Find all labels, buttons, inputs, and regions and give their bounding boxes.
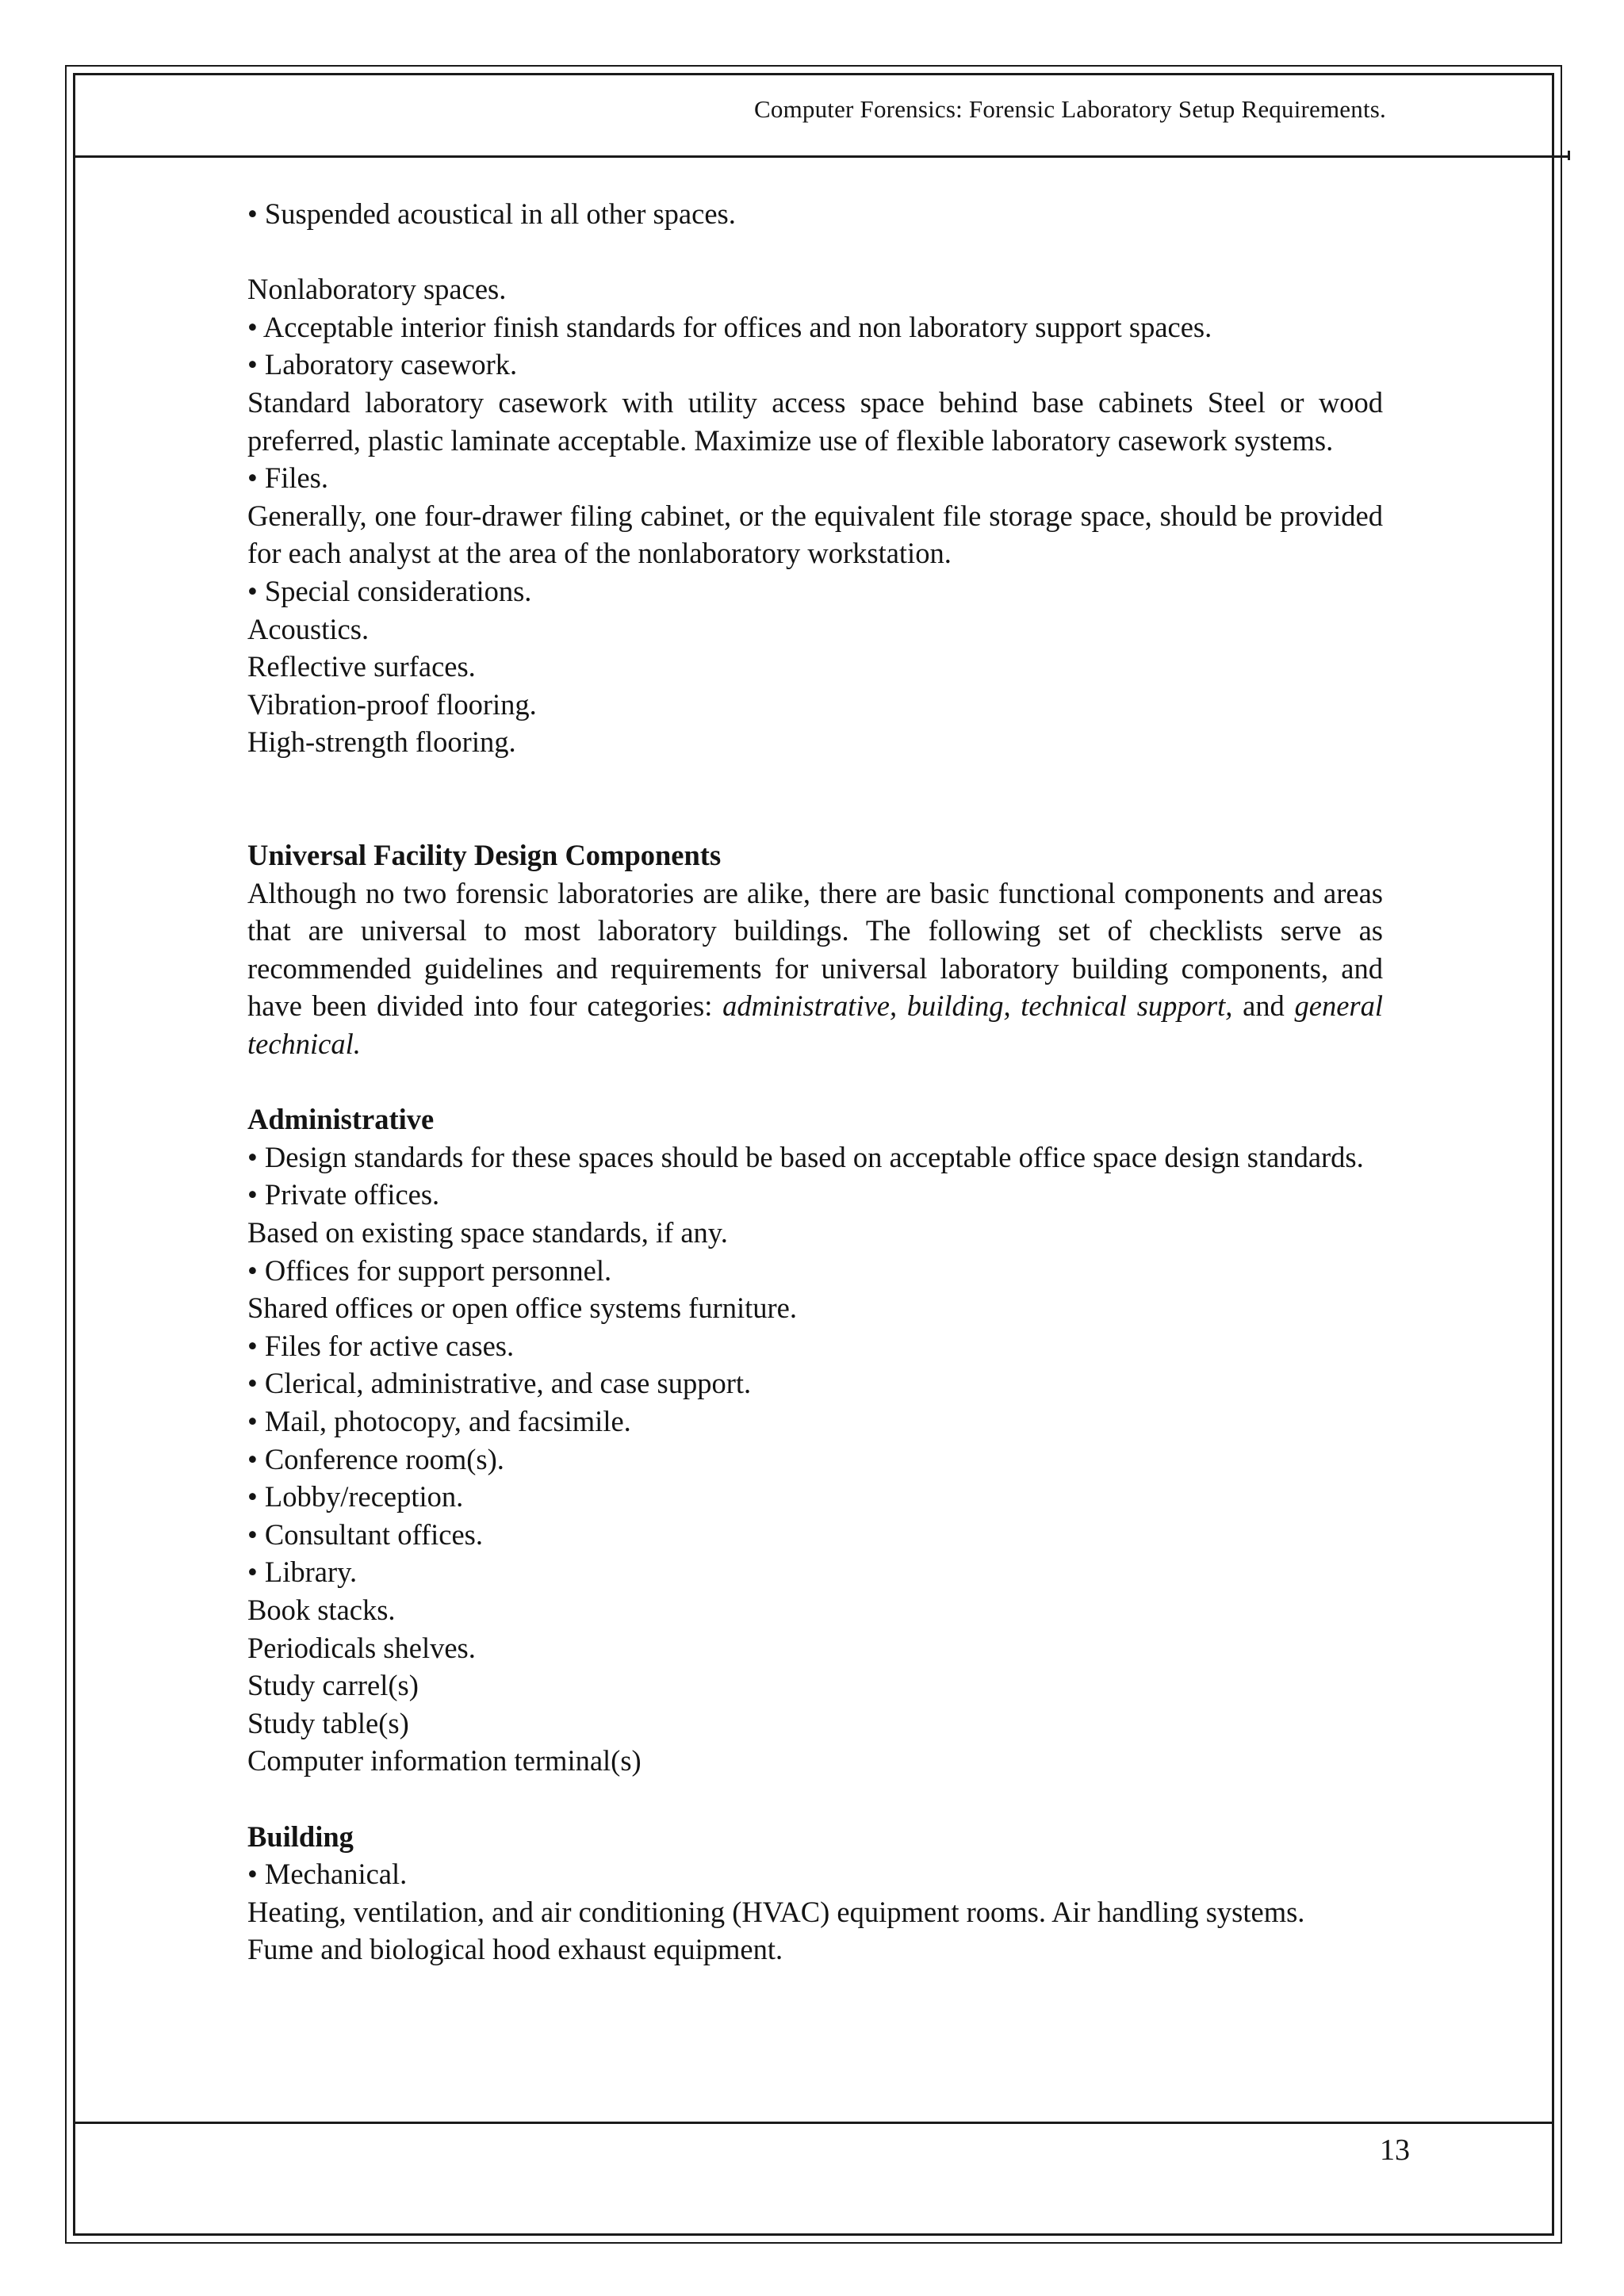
- text-line: • Files for active cases.: [247, 1329, 515, 1362]
- section-heading: Universal Facility Design Components: [247, 839, 722, 872]
- body-text: and: [1232, 989, 1295, 1023]
- text-line: Vibration-proof flooring.: [247, 687, 537, 721]
- text-line: Acoustics.: [247, 612, 370, 645]
- text-line: Study carrel(s): [247, 1669, 419, 1702]
- running-head: Computer Forensics: Forensic Laboratory Setup Requirements.: [754, 95, 1386, 123]
- text-line: • Conference room(s).: [247, 1442, 504, 1475]
- section-heading: Building: [247, 1820, 354, 1853]
- text-line: • Files.: [247, 461, 329, 495]
- text-line: • Library.: [247, 1556, 358, 1589]
- text-line: Computer information terminal(s): [247, 1744, 642, 1777]
- paragraph: [247, 874, 1383, 1063]
- text-line: • Clerical, administrative, and case support.: [247, 1367, 752, 1400]
- text-line: Book stacks.: [247, 1593, 396, 1626]
- text-line: • Laboratory casework.: [247, 348, 518, 381]
- text-line: • Special considerations.: [247, 574, 532, 607]
- paragraph: Heating, ventilation, and air conditioning (HVAC) equipment rooms. Air handling systems.: [247, 1895, 1305, 1928]
- text-line: • Suspended acoustical in all other spaces.: [247, 197, 736, 230]
- text-line: • Mechanical.: [247, 1858, 408, 1891]
- text-line: Periodicals shelves.: [247, 1631, 476, 1664]
- paragraph: Generally, one four-drawer filing cabinet, or the equivalent file storage space, should be provided for each analyst at the area of the nonlaboratory workstation.: [247, 499, 1383, 570]
- footer-rule: [73, 2122, 1554, 2124]
- text-line: • Offices for support personnel.: [247, 1253, 612, 1287]
- text-line: • Private offices.: [247, 1178, 440, 1211]
- body-text: Although no two forensic laboratories are alike, there are basic functional components and areas that are universal to most laboratory buildings. The following set of checklists serve as recommended guidelines and requirements for universal laboratory building components, and have been divided into four categories:: [247, 876, 1383, 1023]
- text-line: Based on existing space standards, if any.: [247, 1216, 728, 1249]
- text-line: • Mail, photocopy, and facsimile.: [247, 1405, 631, 1437]
- section-heading: Administrative: [247, 1103, 435, 1136]
- italic-text: general technical.: [247, 989, 1383, 1061]
- text-line: Reflective surfaces.: [247, 650, 476, 683]
- text-line: • Lobby/reception.: [247, 1480, 464, 1513]
- text-line: Shared offices or open office systems furniture.: [247, 1292, 797, 1325]
- page-body: [247, 195, 1383, 1969]
- text-line: • Consultant offices.: [247, 1517, 483, 1551]
- text-line: • Design standards for these spaces should be based on acceptable office space design standards.: [247, 1140, 1364, 1173]
- text-line: • Acceptable interior finish standards for offices and non laboratory support spaces.: [247, 310, 1212, 343]
- text-line: Fume and biological hood exhaust equipment.: [247, 1933, 783, 1966]
- italic-text: administrative, building, technical support,: [722, 989, 1233, 1023]
- text-line: Study table(s): [247, 1706, 409, 1739]
- header-rule: [73, 155, 1570, 158]
- page-number: 13: [1380, 2133, 1410, 2167]
- header-rule-tick: [1568, 151, 1570, 160]
- paragraph: Standard laboratory casework with utility access space behind base cabinets Steel or wood preferred, plastic laminate acceptable. Maximize use of flexible laboratory casework systems.: [247, 385, 1383, 457]
- text-line: Nonlaboratory spaces.: [247, 273, 507, 306]
- text-line: High-strength flooring.: [247, 725, 516, 759]
